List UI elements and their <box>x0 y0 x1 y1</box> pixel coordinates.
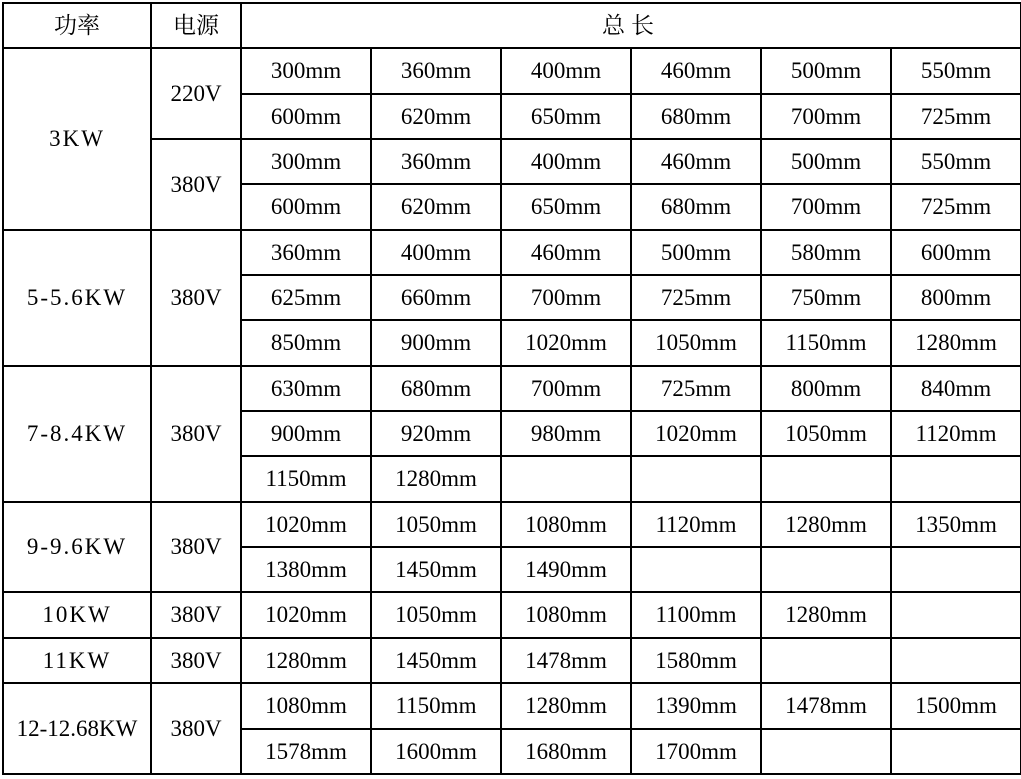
length-cell: 1280mm <box>241 638 371 683</box>
length-cell: 1600mm <box>371 729 501 775</box>
length-cell: 600mm <box>241 184 371 229</box>
length-cell: 725mm <box>631 366 761 411</box>
length-cell: 800mm <box>891 275 1021 320</box>
power-cell: 3KW <box>3 48 151 229</box>
length-cell: 550mm <box>891 48 1021 93</box>
length-cell: 1150mm <box>761 320 891 365</box>
specification-table <box>2 2 1021 775</box>
length-cell: 725mm <box>631 275 761 320</box>
length-cell: 580mm <box>761 230 891 275</box>
length-cell: 1478mm <box>501 638 631 683</box>
table-row <box>3 48 1021 93</box>
length-cell: 680mm <box>371 366 501 411</box>
length-cell: 1120mm <box>891 411 1021 456</box>
length-cell: 1080mm <box>501 592 631 637</box>
length-cell-empty <box>891 638 1021 683</box>
power-cell: 7-8.4KW <box>3 366 151 502</box>
length-cell: 1050mm <box>371 592 501 637</box>
length-cell: 500mm <box>761 139 891 184</box>
voltage-cell: 380V <box>151 638 241 683</box>
length-cell: 1450mm <box>371 547 501 592</box>
length-cell-empty <box>631 547 761 592</box>
header-power: 功率 <box>3 3 151 48</box>
length-cell: 300mm <box>241 48 371 93</box>
length-cell: 850mm <box>241 320 371 365</box>
power-cell: 12-12.68KW <box>3 683 151 774</box>
length-cell: 360mm <box>371 139 501 184</box>
length-cell: 550mm <box>891 139 1021 184</box>
power-cell: 10KW <box>3 592 151 637</box>
length-cell: 1450mm <box>371 638 501 683</box>
table-header-row <box>3 3 1021 48</box>
length-cell: 400mm <box>371 230 501 275</box>
length-cell: 1390mm <box>631 683 761 728</box>
length-cell: 500mm <box>631 230 761 275</box>
length-cell: 300mm <box>241 139 371 184</box>
length-cell-empty <box>761 547 891 592</box>
length-cell: 1020mm <box>501 320 631 365</box>
voltage-cell: 380V <box>151 592 241 637</box>
table-row <box>3 139 1021 184</box>
table-row <box>3 592 1021 637</box>
length-cell: 1050mm <box>761 411 891 456</box>
length-cell: 680mm <box>631 94 761 139</box>
power-cell: 11KW <box>3 638 151 683</box>
voltage-cell: 380V <box>151 683 241 774</box>
length-cell: 1100mm <box>631 592 761 637</box>
table-row <box>3 230 1021 275</box>
length-cell: 1580mm <box>631 638 761 683</box>
length-cell: 500mm <box>761 48 891 93</box>
length-cell: 1020mm <box>241 592 371 637</box>
length-cell: 600mm <box>241 94 371 139</box>
length-cell: 1700mm <box>631 729 761 775</box>
length-cell: 1490mm <box>501 547 631 592</box>
length-cell-empty <box>891 592 1021 637</box>
length-cell: 1280mm <box>501 683 631 728</box>
length-cell: 900mm <box>371 320 501 365</box>
length-cell: 400mm <box>501 139 631 184</box>
length-cell-empty <box>891 456 1021 501</box>
length-cell-empty <box>631 456 761 501</box>
length-cell: 1578mm <box>241 729 371 775</box>
length-cell: 620mm <box>371 94 501 139</box>
length-cell-empty <box>501 456 631 501</box>
length-cell: 1280mm <box>371 456 501 501</box>
length-cell-empty <box>891 547 1021 592</box>
length-cell: 460mm <box>631 139 761 184</box>
length-cell: 1380mm <box>241 547 371 592</box>
length-cell: 680mm <box>631 184 761 229</box>
length-cell: 840mm <box>891 366 1021 411</box>
length-cell: 1280mm <box>891 320 1021 365</box>
length-cell: 1280mm <box>761 502 891 547</box>
voltage-cell: 380V <box>151 366 241 502</box>
length-cell-empty <box>891 729 1021 775</box>
table-row <box>3 502 1021 547</box>
length-cell: 900mm <box>241 411 371 456</box>
length-cell: 980mm <box>501 411 631 456</box>
length-cell: 625mm <box>241 275 371 320</box>
length-cell: 650mm <box>501 184 631 229</box>
voltage-cell: 380V <box>151 230 241 366</box>
length-cell-empty <box>761 638 891 683</box>
length-cell: 1280mm <box>761 592 891 637</box>
length-cell: 1478mm <box>761 683 891 728</box>
length-cell: 1050mm <box>631 320 761 365</box>
length-cell: 920mm <box>371 411 501 456</box>
length-cell: 700mm <box>761 94 891 139</box>
length-cell: 1150mm <box>371 683 501 728</box>
length-cell: 650mm <box>501 94 631 139</box>
length-cell: 600mm <box>891 230 1021 275</box>
length-cell-empty <box>761 456 891 501</box>
table-body <box>3 3 1021 774</box>
voltage-cell: 380V <box>151 139 241 230</box>
length-cell: 1680mm <box>501 729 631 775</box>
length-cell: 630mm <box>241 366 371 411</box>
header-total-length: 总长 <box>241 3 1021 48</box>
power-cell: 5-5.6KW <box>3 230 151 366</box>
length-cell: 750mm <box>761 275 891 320</box>
length-cell: 1020mm <box>241 502 371 547</box>
length-cell: 620mm <box>371 184 501 229</box>
length-cell: 1350mm <box>891 502 1021 547</box>
length-cell: 1050mm <box>371 502 501 547</box>
length-cell: 1120mm <box>631 502 761 547</box>
length-cell: 700mm <box>501 366 631 411</box>
length-cell: 725mm <box>891 184 1021 229</box>
length-cell: 460mm <box>631 48 761 93</box>
length-cell: 1150mm <box>241 456 371 501</box>
voltage-cell: 220V <box>151 48 241 139</box>
table-row <box>3 683 1021 728</box>
length-cell-empty <box>761 729 891 775</box>
length-cell: 1020mm <box>631 411 761 456</box>
length-cell: 360mm <box>241 230 371 275</box>
table-row <box>3 638 1021 683</box>
length-cell: 1500mm <box>891 683 1021 728</box>
length-cell: 700mm <box>501 275 631 320</box>
length-cell: 460mm <box>501 230 631 275</box>
length-cell: 400mm <box>501 48 631 93</box>
length-cell: 660mm <box>371 275 501 320</box>
length-cell: 1080mm <box>501 502 631 547</box>
length-cell: 360mm <box>371 48 501 93</box>
voltage-cell: 380V <box>151 502 241 593</box>
length-cell: 725mm <box>891 94 1021 139</box>
length-cell: 1080mm <box>241 683 371 728</box>
header-voltage: 电源 <box>151 3 241 48</box>
length-cell: 800mm <box>761 366 891 411</box>
power-cell: 9-9.6KW <box>3 502 151 593</box>
table-row <box>3 366 1021 411</box>
length-cell: 700mm <box>761 184 891 229</box>
